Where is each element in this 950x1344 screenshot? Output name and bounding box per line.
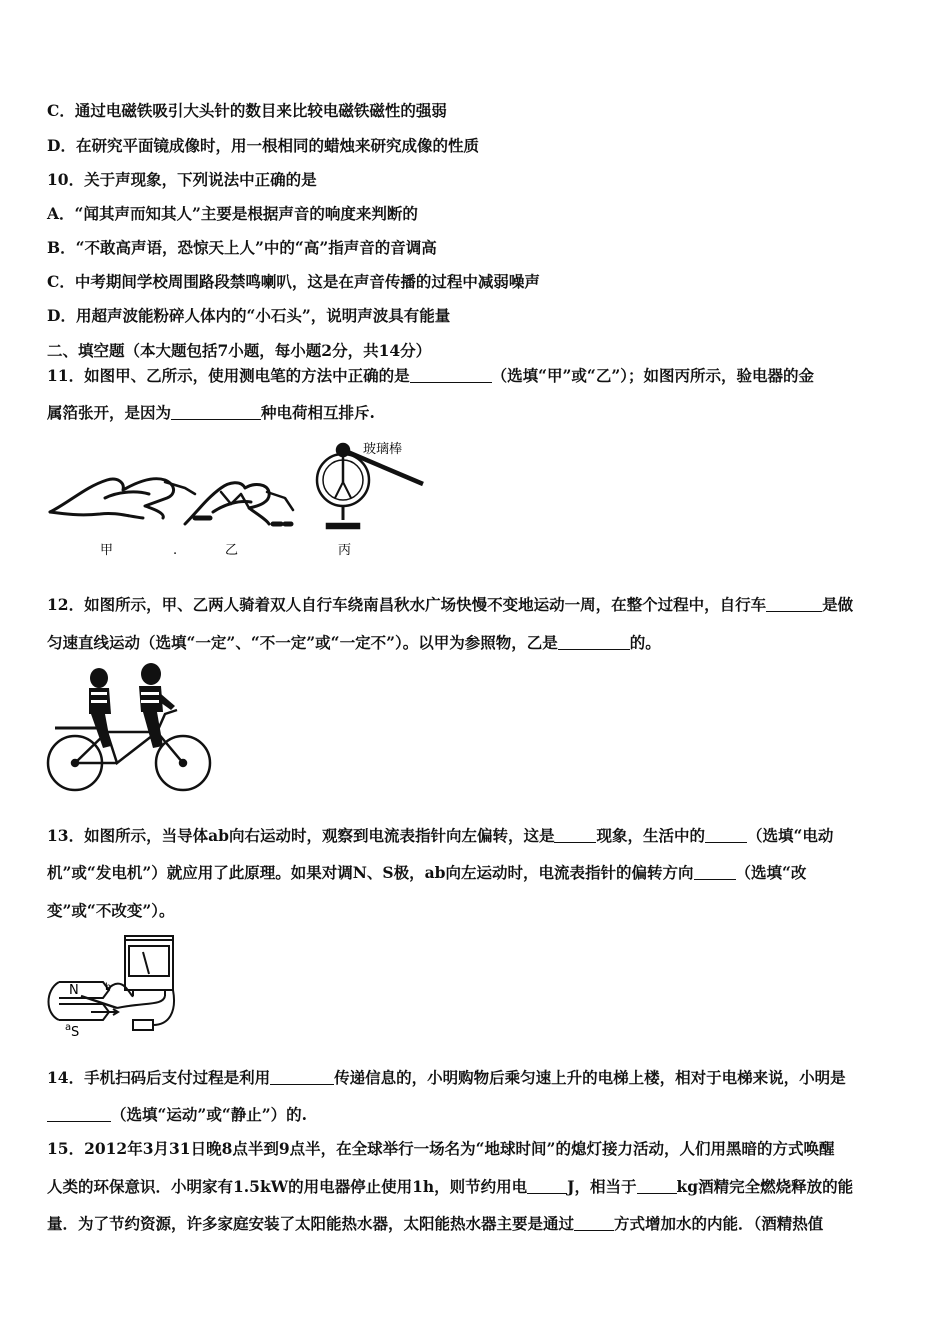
q12-text-b: 是做	[822, 595, 854, 614]
question-15-line-3	[47, 1213, 910, 1235]
answer-blank[interactable]	[171, 403, 261, 420]
label-yi: 乙	[225, 543, 239, 558]
label-a: a	[65, 1022, 72, 1033]
q13-text-e: （选填“改	[735, 863, 807, 882]
answer-blank[interactable]	[694, 863, 736, 880]
q15-text-f: 方式增加水的内能．（酒精热值	[614, 1214, 824, 1233]
label-dot: .	[173, 543, 178, 558]
electromagnetic-induction-illustration	[45, 932, 190, 1042]
question-13-line-2	[47, 862, 910, 884]
section-2-heading: 二、填空题（本大题包括7小题，每小题2分，共14分）	[47, 341, 432, 360]
q12-text-d: 的。	[629, 633, 661, 652]
label-b: b	[105, 982, 112, 993]
question-14-line-2	[47, 1104, 910, 1126]
q13-text-c: （选填“电动	[746, 826, 834, 845]
tandem-bicycle-illustration	[45, 660, 215, 800]
option-c-electromagnet: C．通过电磁铁吸引大头针的数目来比较电磁铁磁性的强弱	[47, 101, 447, 120]
q13-text-a: 13．如图所示，当导体ab向右运动时，观察到电流表指针向左偏转，这是	[47, 826, 555, 845]
label-s: S	[71, 1025, 80, 1040]
answer-blank[interactable]	[766, 595, 822, 612]
label-n: N	[69, 983, 79, 998]
q11-text-b: （选填“甲”或“乙”）；如图丙所示，验电器的金	[491, 366, 814, 385]
label-jia: 甲	[100, 543, 114, 558]
answer-blank[interactable]	[47, 1105, 111, 1122]
q10-option-b: B．“不敢高声语，恐惊天上人”中的“高”指声音的音调高	[47, 238, 437, 257]
question-13-line-1	[47, 825, 910, 847]
figure-11	[45, 432, 445, 560]
q15-text-e: 量．为了节约资源，许多家庭安装了太阳能热水器，太阳能热水器主要是通过	[47, 1214, 575, 1233]
question-14-line-1	[47, 1067, 910, 1089]
q13-text-d: 机”或“发电机”）就应用了此原理。如果对调N、S极，ab向左运动时，电流表指针的偏转方向	[47, 863, 694, 882]
answer-blank[interactable]	[527, 1177, 567, 1194]
q11-text-a: 11．如图甲、乙所示，使用测电笔的方法中正确的是	[47, 366, 410, 385]
q14-text-a: 14．手机扫码后支付过程是利用	[47, 1068, 271, 1087]
answer-blank[interactable]	[558, 633, 630, 650]
q10-option-a: A．“闻其声而知其人”主要是根据声音的响度来判断的	[47, 204, 418, 223]
q10-option-d: D．用超声波能粉碎人体内的“小石头”，说明声波具有能量	[47, 306, 451, 325]
q11-text-d: 种电荷相互排斥.	[261, 403, 375, 422]
question-15-line-1: 15．2012年3月31日晚8点半到9点半，在全球举行一场名为“地球时间”的熄灯接力活动，人们用黑暗的方式唤醒	[47, 1139, 835, 1158]
label-glass-rod: 玻璃棒	[363, 442, 403, 457]
q14-text-b: 传递信息的，小明购物后乘匀速上升的电梯上楼，相对于电梯来说，小明是	[334, 1068, 846, 1087]
answer-blank[interactable]	[705, 826, 747, 843]
question-11-line-1	[47, 365, 910, 387]
q12-text-c: 匀速直线运动（选填“一定”、“不一定”或“一定不”）。以甲为参照物，乙是	[47, 633, 558, 652]
q15-text-c: J，相当于	[567, 1177, 637, 1196]
question-13-line-3: 变”或“不改变”）。	[47, 901, 175, 920]
question-15-line-2	[47, 1176, 910, 1198]
question-12-line-2	[47, 632, 910, 654]
answer-blank[interactable]	[270, 1068, 334, 1085]
q13-text-b: 现象，生活中的	[596, 826, 705, 845]
test-pen-electroscope-illustration	[45, 432, 445, 560]
q10-option-c: C．中考期间学校周围路段禁鸣喇叭，这是在声音传播的过程中减弱噪声	[47, 272, 540, 291]
question-11-line-2	[47, 402, 910, 424]
label-bing: 丙	[338, 543, 352, 558]
question-10-stem: 10．关于声现象，下列说法中正确的是	[47, 170, 317, 189]
answer-blank[interactable]	[637, 1177, 677, 1194]
q11-text-c: 属箔张开，是因为	[47, 403, 172, 422]
figure-12	[45, 660, 215, 800]
q15-text-d: kg酒精完全燃烧释放的能	[676, 1177, 854, 1196]
q14-text-c: （选填“运动”或“静止”）的.	[111, 1105, 308, 1124]
q12-text-a: 12．如图所示，甲、乙两人骑着双人自行车绕南昌秋水广场快慢不变地运动一周，在整个过程中，自行车	[47, 595, 767, 614]
question-12-line-1	[47, 594, 910, 616]
answer-blank[interactable]	[410, 366, 492, 383]
answer-blank[interactable]	[554, 826, 596, 843]
option-d-mirror: D．在研究平面镜成像时，用一根相同的蜡烛来研究成像的性质	[47, 136, 479, 155]
q15-text-b: 人类的环保意识．小明家有1.5kW的用电器停止使用1h，则节约用电	[47, 1177, 528, 1196]
hand-jia-image	[50, 479, 210, 518]
answer-blank[interactable]	[574, 1214, 614, 1231]
figure-13	[45, 932, 190, 1042]
